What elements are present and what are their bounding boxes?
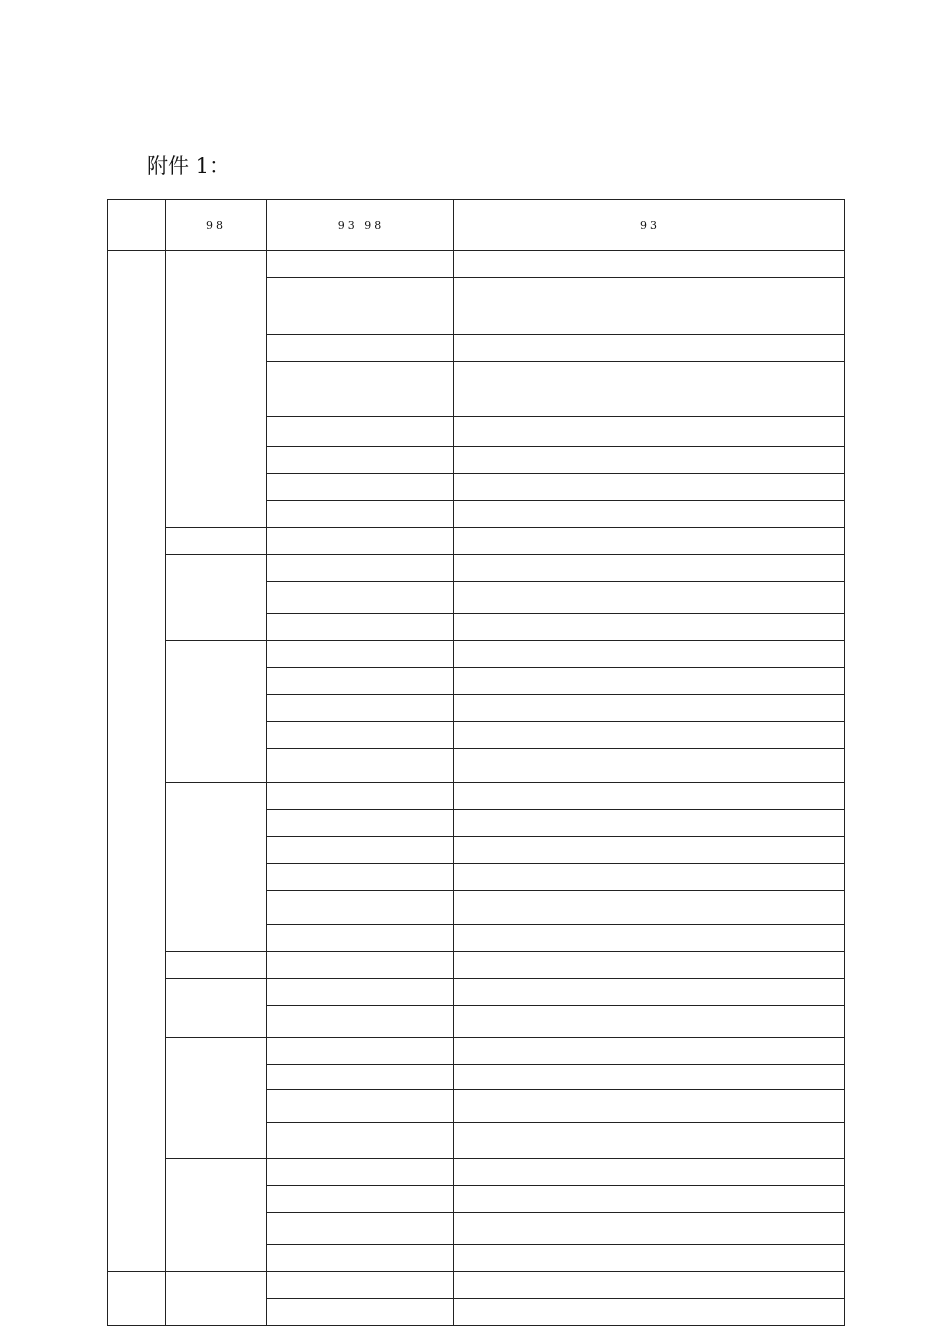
table-row: [108, 952, 845, 979]
group-cell: [166, 979, 267, 1038]
table-cell: [454, 952, 845, 979]
group-cell: [166, 251, 267, 528]
table-cell: [267, 864, 454, 891]
group-cell: [166, 641, 267, 783]
group-cell: [166, 952, 267, 979]
table-cell: [454, 251, 845, 278]
table-cell: [454, 1299, 845, 1326]
comparison-table: [107, 199, 845, 1326]
table-cell: [454, 1245, 845, 1272]
table-cell: [267, 695, 454, 722]
group-cell: [166, 555, 267, 641]
table-cell: [267, 1038, 454, 1065]
header-cell: 93: [454, 200, 845, 251]
category-cell: [108, 1272, 166, 1326]
table-cell: [454, 335, 845, 362]
table-cell: [267, 783, 454, 810]
table-cell: [454, 749, 845, 783]
header-cell: [108, 200, 166, 251]
table-cell: [267, 278, 454, 335]
header-cell: 98: [166, 200, 267, 251]
table-row: [108, 641, 845, 668]
table-cell: [267, 614, 454, 641]
table-cell: [267, 555, 454, 582]
table-cell: [454, 1272, 845, 1299]
table-cell: [454, 1006, 845, 1038]
table-cell: [267, 810, 454, 837]
table-cell: [454, 891, 845, 925]
table-cell: [267, 1090, 454, 1123]
table-row: [108, 1038, 845, 1065]
table-cell: [267, 891, 454, 925]
table-cell: [454, 278, 845, 335]
table-cell: [454, 1038, 845, 1065]
table-cell: [267, 1065, 454, 1090]
table-cell: [454, 783, 845, 810]
table-cell: [267, 335, 454, 362]
table-cell: [267, 447, 454, 474]
table-cell: [454, 837, 845, 864]
table-cell: [454, 1159, 845, 1186]
table-cell: [454, 810, 845, 837]
header-cell: 93 98: [267, 200, 454, 251]
table-cell: [454, 925, 845, 952]
table-cell: [454, 1065, 845, 1090]
table-cell: [454, 582, 845, 614]
table-cell: [454, 864, 845, 891]
table-row: [108, 1159, 845, 1186]
table-row: [108, 251, 845, 278]
table-cell: [267, 251, 454, 278]
table-cell: [454, 362, 845, 417]
table-cell: [454, 447, 845, 474]
table-cell: [454, 417, 845, 447]
table-cell: [267, 501, 454, 528]
table-cell: [267, 1186, 454, 1213]
group-cell: [166, 1272, 267, 1326]
group-cell: [166, 1159, 267, 1272]
group-cell: [166, 1038, 267, 1159]
table-cell: [454, 555, 845, 582]
table-cell: [267, 668, 454, 695]
table-row: [108, 1272, 845, 1299]
table-cell: [267, 837, 454, 864]
table-row: [108, 555, 845, 582]
table-cell: [454, 1186, 845, 1213]
table-cell: [454, 501, 845, 528]
table-cell: [267, 582, 454, 614]
table-cell: [267, 925, 454, 952]
table-cell: [454, 979, 845, 1006]
table-row: [108, 783, 845, 810]
table-cell: [267, 474, 454, 501]
table-cell: [454, 474, 845, 501]
table-header-row: [108, 200, 845, 251]
table-cell: [267, 1245, 454, 1272]
table-cell: [454, 1213, 845, 1245]
table-cell: [454, 1090, 845, 1123]
table-cell: [267, 1299, 454, 1326]
table-row: [108, 528, 845, 555]
table-cell: [267, 1272, 454, 1299]
table-cell: [267, 952, 454, 979]
table-cell: [454, 695, 845, 722]
table-cell: [267, 749, 454, 783]
group-cell: [166, 783, 267, 952]
table-cell: [267, 1213, 454, 1245]
table-cell: [454, 641, 845, 668]
table-cell: [454, 722, 845, 749]
table-cell: [454, 614, 845, 641]
table-cell: [267, 362, 454, 417]
table-cell: [454, 1123, 845, 1159]
attachment-label: 附件 1：: [147, 154, 231, 178]
table-cell: [454, 668, 845, 695]
table-row: [108, 979, 845, 1006]
table-cell: [267, 979, 454, 1006]
table-cell: [267, 528, 454, 555]
table-cell: [267, 1006, 454, 1038]
table-cell: [267, 1123, 454, 1159]
table-cell: [267, 417, 454, 447]
category-cell: [108, 251, 166, 1272]
table-cell: [267, 722, 454, 749]
table-cell: [267, 1159, 454, 1186]
table-cell: [267, 641, 454, 668]
table-cell: [454, 528, 845, 555]
group-cell: [166, 528, 267, 555]
